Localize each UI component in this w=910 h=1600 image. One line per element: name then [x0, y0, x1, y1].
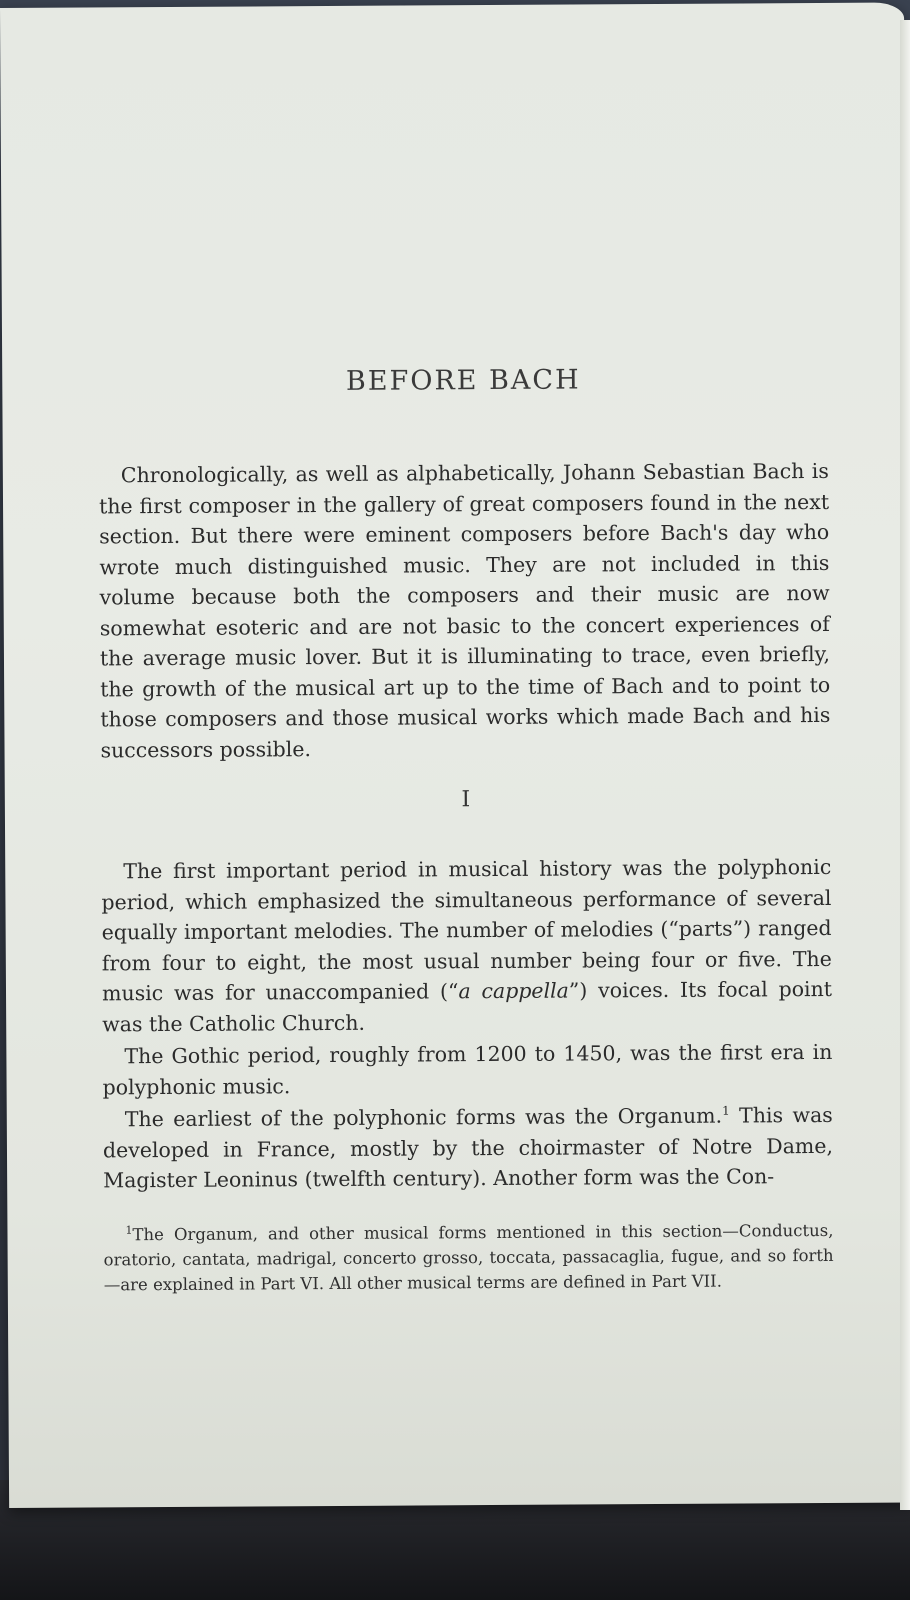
footnote-marker: 1: [125, 1223, 133, 1237]
page-content: [98, 363, 834, 1297]
footnote-reference: 1: [722, 1103, 730, 1118]
book-page: [0, 2, 910, 1507]
a-cappella-term: a cappella: [458, 978, 569, 1004]
footnote: [103, 1217, 833, 1296]
paragraph-polyphonic-text-end: ”) voices. Its focal point was the Catholic Church.: [102, 976, 833, 1036]
paragraph-organum: [103, 1100, 834, 1196]
paragraph-organum-text-end: This was developed in France, mostly by the choirmaster of Notre Dame, Magister Leoninus (twelfth century). Another form was the Con-: [102, 1102, 834, 1193]
section-number: I: [461, 787, 471, 813]
paragraph-polyphonic: [101, 852, 832, 1039]
next-page-edge: [900, 20, 910, 1510]
paragraph-organum-text-start: The earliest of the polyphonic forms was the Organum.: [124, 1103, 723, 1132]
paragraph-gothic: The Gothic period, roughly from 1200 to 1450, was the first era in polyphonic music.: [102, 1039, 833, 1099]
intro-paragraph: Chronologically, as well as alphabetically, Johann Sebastian Bach is the first composer in the gallery of great composers found in the next section. But there were eminent composers before Bach's day who wrote much distinguished music. They are not included in this volume because both the composers and their music are now somewhat esoteric and are not basic to the concert experiences of the average music lover. But it is illuminating to trace, even briefly, the growth of the musical art up to the time of Bach and to point to those composers and those musical works which made Bach and his successors possible.: [98, 458, 831, 762]
chapter-title: BEFORE BACH: [345, 364, 581, 397]
paragraph-polyphonic-text-start: The first important period in musical history was the polyphonic period, which emphasized the simultaneous performance of several equally important melodies. The number of melodies (“parts”) ranged from four to eight, the most usual number being four or five. The music was for unaccompanied (“: [101, 854, 832, 1006]
footnote-text: The Organum, and other musical forms mentioned in this section—Conductus, oratorio, cantata, madrigal, concerto grosso, toccata, passacaglia, fugue, and so forth—are explained in Part VI. All other musical terms are defined in Part VII.: [103, 1220, 834, 1294]
